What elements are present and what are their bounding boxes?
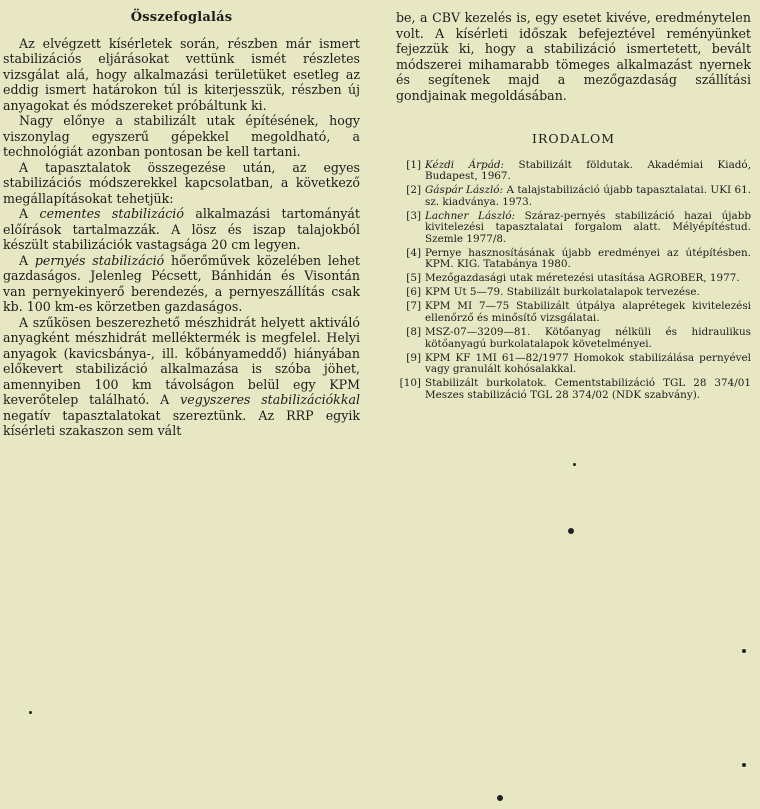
reference-number: [4] — [406, 246, 421, 259]
paragraph-fly-ash — [3, 253, 360, 315]
reference-item — [396, 378, 751, 401]
reference-item — [396, 160, 751, 183]
reference-item — [396, 248, 751, 271]
summary-heading: Összefoglalás — [130, 10, 233, 25]
reference-item — [396, 287, 751, 299]
reference-body: Stabilizált földutak. Akadémiai Kiadó, Budapest, 1967. — [425, 158, 751, 183]
reference-number: [3] — [406, 209, 421, 222]
emphasis-cement: cementes stabilizáció — [39, 206, 184, 221]
references-title: IRODALOM — [532, 131, 615, 146]
reference-number: [7] — [406, 300, 421, 313]
paragraph-intro: Az elvégzett kísérletek során, részben már ismert stabilizációs eljárásokat vettünk ismét részletes vizsgálat alá, hogy alkalmazási területüket esetleg az eddig ismert határokon túl is kiterjesszük, részben új anyagokat és módszereket próbáltunk ki. — [3, 35, 360, 113]
reference-number: [9] — [406, 351, 421, 364]
reference-number: [1] — [406, 158, 421, 171]
references-list — [396, 160, 751, 402]
paragraph-lime — [3, 315, 360, 439]
reference-text — [425, 160, 751, 183]
text-span: A — [19, 252, 35, 268]
reference-body: KPM MI 7—75 Stabilizált útpálya alaprétegek kivitelezési ellenőrző és minősítő vizsgálatai. — [425, 300, 751, 324]
reference-item — [396, 211, 751, 246]
emphasis-fly-ash: pernyés stabilizáció — [34, 252, 165, 268]
reference-body: KPM KF 1MI 61—82/1977 Homokok stabilizálása pernyével vagy granulált kohósalakkal. — [425, 351, 751, 376]
reference-item — [396, 301, 751, 324]
reference-item — [396, 185, 751, 208]
reference-number: [5] — [406, 272, 421, 285]
reference-number: [10] — [399, 377, 421, 390]
reference-body: MSZ-07—3209—81. Kötőanyag nélküli és hidraulikus kötőanyagú burkolatalapok követelményei. — [425, 325, 751, 350]
reference-item — [396, 273, 751, 285]
reference-body: KPM Ut 5—79. Stabilizált burkolatalapok tervezése. — [425, 286, 700, 299]
reference-body: Mezőgazdasági utak méretezési utasítása AGROBER, 1977. — [425, 272, 740, 285]
text-span: negatív tapasztalatokat szereztünk. Az RRP egyik kísérleti szakaszon sem vált — [3, 407, 360, 438]
scan-speck — [742, 649, 746, 653]
reference-body: Stabilizált burkolatok. Cementstabilizáció TGL 28 374/01 Meszes stabilizáció TGL 28 374/02 (NDK szabvány). — [425, 377, 751, 401]
scan-speck — [573, 463, 576, 466]
scan-speck — [568, 528, 574, 534]
reference-body: A talajstabilizáció újabb tapasztalatai. UKI 61. sz. kiadványa. 1973. — [425, 184, 751, 208]
reference-body: Száraz-pernyés stabilizáció hazai újabb kivitelezési tapasztalatai forgalom alatt. Mélyépítéstud. Szemle 1977/8. — [425, 209, 751, 245]
reference-author: Lachner László: — [425, 209, 516, 222]
reference-text — [425, 185, 751, 208]
scan-speck — [29, 711, 32, 714]
text-span: A szűkösen beszerezhető mészhidrát helyett aktiváló anyagként mészhidrát melléktermék is megfelel. Helyi anyagok (kavicsbánya-, ill. kőbányameddő) hiányában előkevert stabilizáció alkalmazása is szóba jöhet, amennyiben 100 km távolságon belül egy KPM keverőtelep található. A — [3, 314, 360, 407]
reference-author: Kézdi Árpád: — [425, 158, 505, 171]
emphasis-chemical: vegyszeres stabilizációkkal — [180, 392, 360, 407]
paragraph-findings-intro: A tapasztalatok összegezése után, az egyes stabilizációs módszerekkel kapcsolatban, a következő megállapításokat tehetjük: — [3, 159, 360, 206]
text-span: alkalmazási tartományát előírások tartalmazzák. A lösz és iszap talajokból készült stabilizációk vastagsága 20 cm legyen. — [3, 206, 360, 252]
scan-speck — [497, 795, 503, 801]
reference-author: Gáspár László: — [425, 184, 504, 197]
text-span: hőerőművek közelében lehet gazdaságos. Jelenleg Pécsett, Bánhidán és Visontán van pernyekinyerő berendezés, a pernyeszállítás csak kb. 100 km-es körzetben gazdaságos. — [3, 252, 360, 314]
reference-item — [396, 327, 751, 350]
paragraph-continuation: be, a CBV kezelés is, egy esetet kivéve, eredménytelen volt. A kísérleti időszak befejeztével reményünket fejezzük ki, hogy a stabilizáció ismertetett, bevált módszerei mihamarabb tömeges alkalmazást nyernek és segítenek majd a mezőgazdaság szállítási gondjainak megoldásában. — [396, 10, 751, 103]
text-span: A — [19, 206, 40, 221]
reference-number: [6] — [406, 286, 421, 299]
reference-text — [425, 211, 751, 246]
reference-body: Pernye hasznosításának újabb eredményei az útépítésben. KPM. KIG. Tatabánya 1980. — [425, 246, 751, 271]
scan-speck — [742, 763, 746, 767]
reference-number: [8] — [406, 325, 421, 338]
left-column — [3, 10, 360, 439]
reference-item — [396, 353, 751, 376]
reference-number: [2] — [406, 184, 421, 197]
paragraph-cement — [3, 206, 360, 253]
paragraph-advantage: Nagy előnye a stabilizált utak építésének, hogy viszonylag egyszerű gépekkel megoldható, a technológiát azonban pontosan be kell tartani. — [3, 113, 360, 159]
right-column — [396, 10, 751, 404]
